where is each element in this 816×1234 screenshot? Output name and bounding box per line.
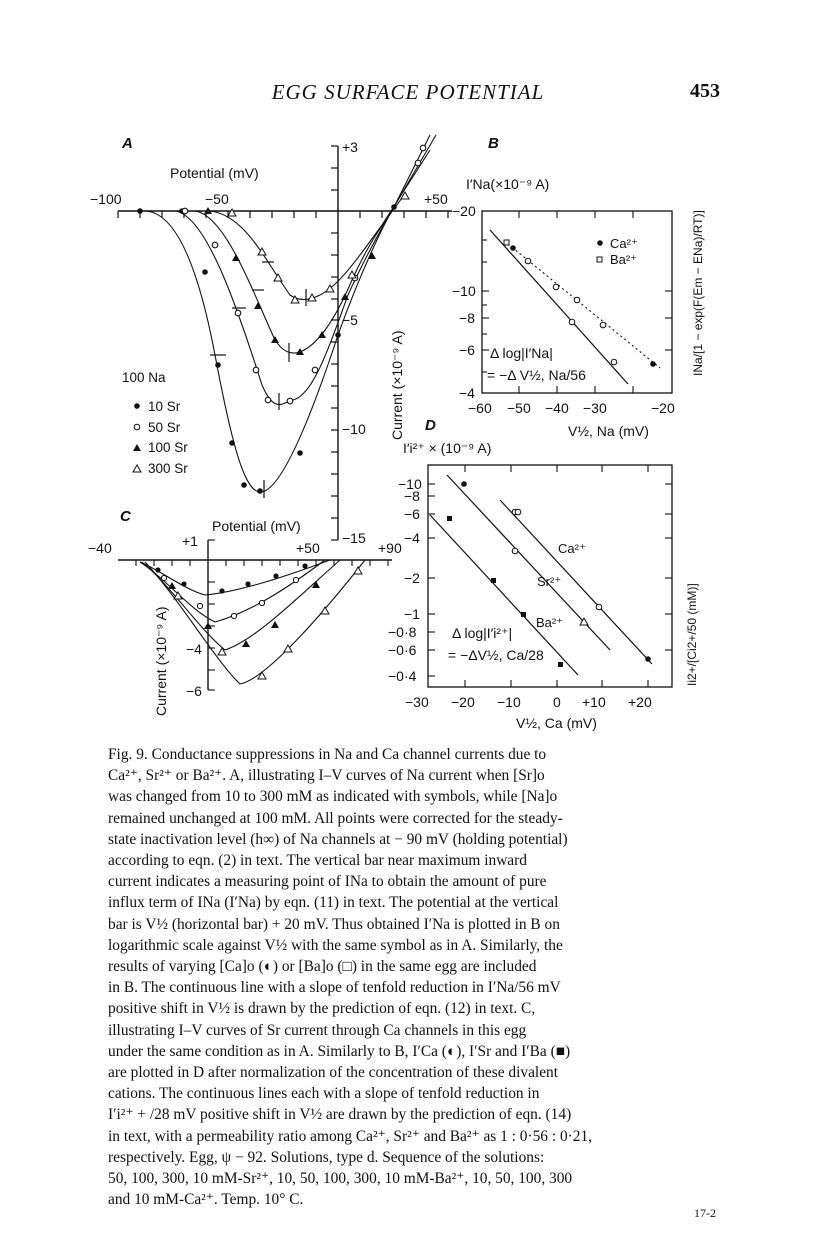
caption-line: was changed from 10 to 300 mM as indicated with symbols, while [Na]o	[108, 788, 558, 806]
caption-line: respectively. Egg, ψ − 92. Solutions, type d. Sequence of the solutions:	[108, 1148, 545, 1166]
panel-d-xtick-1: −30	[405, 694, 429, 710]
panel-a-ytick-3: −10	[342, 421, 366, 437]
panel-b-right-label: INa/[1 − exp(F(Em − ENa)/RT)]	[691, 210, 705, 376]
caption-line: and 10 mM-Ca²⁺. Temp. 10° C.	[108, 1191, 304, 1209]
panel-d-ytick-6: −1	[404, 606, 420, 622]
panel-d-ytick-4: −4	[404, 530, 420, 546]
panel-b-xtick-2: −50	[507, 400, 531, 416]
caption-line: current indicates a measuring point of INa to obtain the amount of pure	[108, 873, 547, 891]
panel-c-letter: C	[120, 508, 131, 525]
caption-line: illustrating I–V curves of Sr current through Ca channels in this egg	[108, 1021, 527, 1039]
panel-d-label-sr: Sr²⁺	[537, 574, 562, 589]
panel-b-eq-2: = −Δ V½, Na/56	[487, 367, 586, 383]
caption-line: results of varying [Ca]o (◐) or [Ba]o (□) in the same egg are included	[108, 958, 537, 976]
panel-d-letter: D	[425, 417, 436, 434]
panel-b-xtick-5: −20	[651, 400, 675, 416]
panel-c-ylabel: Current (×10⁻⁹ A)	[153, 606, 169, 716]
panel-b-ytick-3: −8	[459, 310, 475, 326]
panel-d-ytick-2: −8	[404, 488, 420, 504]
caption-line: influx term of INa (I′Na) by eqn. (11) in text. The potential at the vertical	[108, 894, 559, 912]
panel-c-ytick-2: −4	[186, 641, 202, 657]
legend-100-sr: 100 Sr	[148, 440, 188, 455]
panel-d-xlabel: V½, Ca (mV)	[516, 715, 597, 731]
figure-9	[0, 120, 816, 740]
caption-line: in B. The continuous line with a slope of tenfold reduction in I′Na/56 mV	[108, 979, 561, 997]
panel-b-ylabel: I′Na(×10⁻⁹ A)	[466, 176, 550, 192]
panel-b-xtick-1: −60	[468, 400, 492, 416]
panel-d-eq-2: = −ΔV½, Ca/28	[448, 647, 544, 663]
panel-d-ytick-8: −0·6	[388, 642, 417, 658]
panel-a-legend-title: 100 Na	[122, 370, 166, 385]
caption-line: cations. The continuous lines each with a slope of tenfold reduction in	[108, 1085, 540, 1103]
panel-c-ytick-3: −6	[186, 683, 202, 699]
panel-d-xtick-4: 0	[553, 694, 561, 710]
panel-c-xtick-1: −40	[88, 540, 112, 556]
caption-line: logarithmic scale against V½ with the same symbol as in A. Similarly, the	[108, 936, 563, 954]
panel-d-label-ba: Ba²⁺	[536, 615, 564, 630]
panel-a-xtick-1: −100	[90, 191, 122, 207]
panel-b-ytick-4: −6	[459, 342, 475, 358]
panel-d-xtick-6: +20	[628, 694, 652, 710]
legend-50-sr: 50 Sr	[148, 420, 181, 435]
panel-c-xlabel: Potential (mV)	[212, 518, 301, 534]
panel-b-xlabel: V½, Na (mV)	[568, 423, 649, 439]
panel-b-xtick-4: −30	[583, 400, 607, 416]
panel-b-eq-1: Δ log|I′Na|	[490, 345, 553, 361]
caption-line: in text, with a permeability ratio among Ca²⁺, Sr²⁺ and Ba²⁺ as 1 : 0·56 : 0·21,	[108, 1127, 593, 1145]
panel-d-ytick-1: −10	[398, 476, 422, 492]
panel-b-legend-ba: Ba²⁺	[610, 252, 638, 267]
panel-d-label-ca: Ca²⁺	[558, 541, 586, 556]
caption-line: 50, 100, 300, 10 mM-Sr²⁺, 10, 50, 100, 300, 10 mM-Ba²⁺, 10, 50, 100, 300	[108, 1170, 573, 1188]
panel-d-ytick-7: −0·8	[388, 624, 417, 640]
panel-d-ylabel: I′i²⁺ × (10⁻⁹ A)	[403, 440, 492, 456]
caption-line: remained unchanged at 100 mM. All points were corrected for the steady-	[108, 809, 563, 827]
panel-a-ytick-1: +3	[342, 139, 358, 155]
panel-a-xtick-3: +50	[424, 191, 448, 207]
panel-d-ytick-9: −0·4	[388, 668, 417, 684]
panel-a-ytick-2: −5	[342, 312, 358, 328]
panel-d-ytick-5: −2	[404, 570, 420, 586]
running-title: EGG SURFACE POTENTIAL	[271, 80, 545, 104]
caption-line: under the same condition as in A. Similarly to B, I′Ca (◐), I′Sr and I′Ba (■)	[108, 1042, 571, 1060]
panel-b-ytick-1: −20	[452, 203, 476, 219]
panel-b-legend-ca: Ca²⁺	[610, 236, 638, 251]
panel-d-ytick-3: −6	[404, 506, 420, 522]
panel-b-letter: B	[488, 135, 499, 152]
panel-a-xlabel: Potential (mV)	[170, 165, 259, 181]
panel-d-xtick-5: +10	[582, 694, 606, 710]
caption-line: bar is V½ (horizontal bar) + 20 mV. Thus obtained I′Na is plotted in B on	[108, 915, 560, 933]
panel-a-xtick-2: −50	[205, 191, 229, 207]
panel-b-ytick-5: −4	[459, 385, 475, 401]
caption-line: I′i²⁺ + /28 mV positive shift in V½ are drawn by the prediction of eqn. (14)	[108, 1106, 572, 1124]
panel-d-right-label: Ii2+/[Ci2+/50 (mM)]	[685, 583, 699, 686]
panel-c-ytick-1: +1	[182, 533, 198, 549]
panel-c-xtick-2: +50	[296, 540, 320, 556]
page-header	[0, 80, 816, 110]
panel-d	[388, 417, 699, 731]
panel-a-ytick-4: −15	[342, 530, 366, 546]
legend-10-sr: 10 Sr	[148, 399, 181, 414]
figure-caption	[108, 744, 706, 1210]
panel-a-ylabel: Current (×10⁻⁹ A)	[389, 330, 405, 440]
caption-line: state inactivation level (h∞) of Na channels at − 90 mV (holding potential)	[108, 830, 568, 848]
page-number: 453	[690, 80, 720, 102]
panel-d-eq-1: Δ log|I′i²⁺|	[452, 625, 513, 641]
panel-d-xtick-3: −10	[497, 694, 521, 710]
panel-c-xtick-3: +90	[378, 540, 402, 556]
signature-mark: 17-2	[694, 1206, 716, 1220]
panel-b	[452, 135, 705, 439]
panel-a-legend	[133, 399, 188, 476]
panel-d-xtick-2: −20	[451, 694, 475, 710]
caption-line: according to eqn. (2) in text. The vertical bar near maximum inward	[108, 852, 527, 870]
panel-a-letter: A	[122, 135, 133, 152]
panel-b-xtick-3: −40	[545, 400, 569, 416]
caption-line: positive shift in V½ is drawn by the prediction of eqn. (12) in text. C,	[108, 1000, 536, 1018]
caption-line: Ca²⁺, Sr²⁺ or Ba²⁺. A, illustrating I–V curves of Na current when [Sr]o	[108, 767, 545, 785]
legend-300-sr: 300 Sr	[148, 461, 188, 476]
caption-line: are plotted in D after normalization of the concentration of these divalent	[108, 1064, 559, 1082]
panel-b-ytick-2: −10	[452, 283, 476, 299]
caption-line: Fig. 9. Conductance suppressions in Na and Ca channel currents due to	[108, 746, 547, 763]
